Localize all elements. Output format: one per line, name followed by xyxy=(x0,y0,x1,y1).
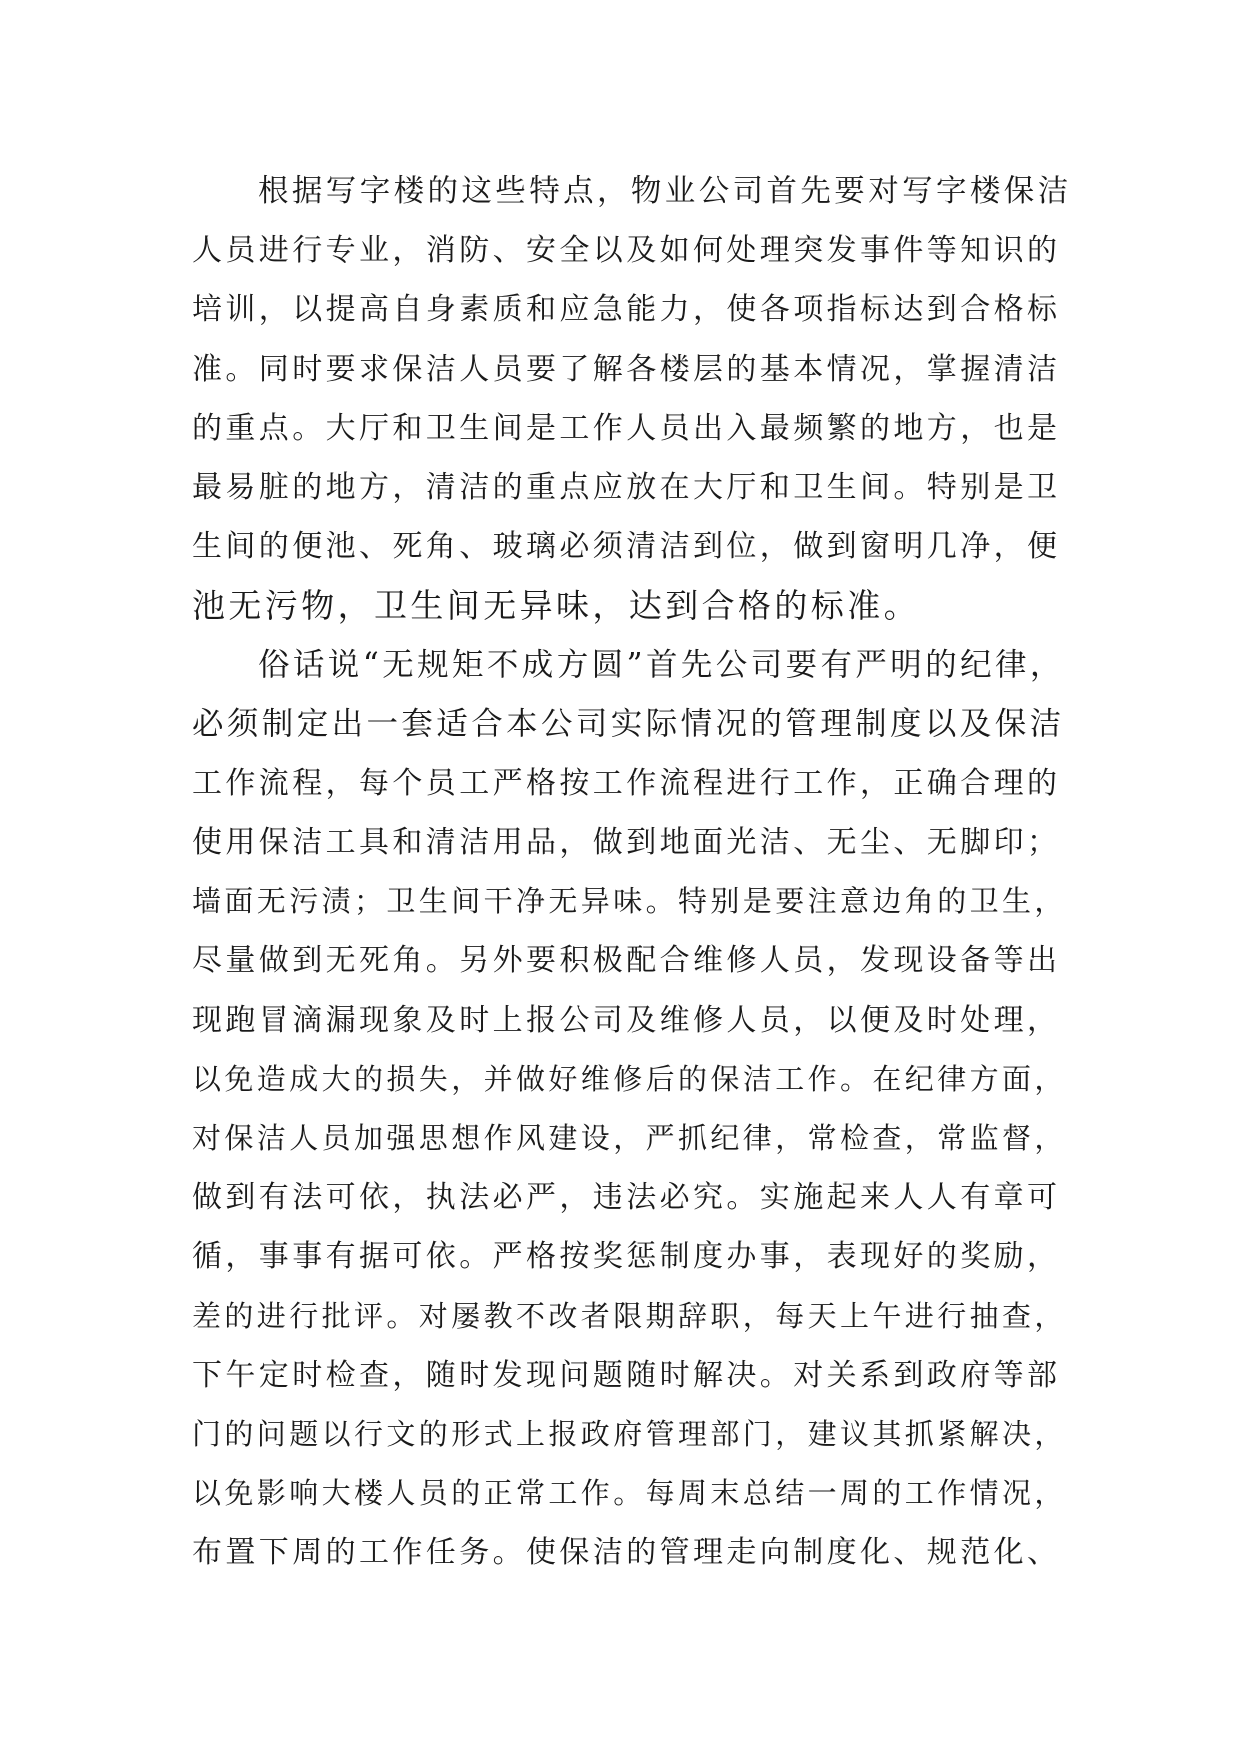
paragraph-2-line-7: 现跑冒滴漏现象及时上报公司及维修人员，以便及时处理， xyxy=(192,1002,1061,1038)
paragraph-2-line-5: 墙面无污渍；卫生间干净无异味。特别是要注意边角的卫生， xyxy=(192,884,1067,919)
paragraph-2-line-10: 做到有法可依，执法必严，违法必究。实施起来人人有章可 xyxy=(192,1180,1061,1216)
paragraph-2-line-16: 布置下周的工作任务。使保洁的管理走向制度化、规范化、 xyxy=(192,1535,1061,1571)
paragraph-2-line-8: 以免造成大的损失，并做好维修后的保洁工作。在纪律方面， xyxy=(192,1061,1067,1096)
paragraph-2-line-1: 俗话说“无规矩不成方圆”首先公司要有严明的纪律， xyxy=(258,646,1065,683)
paragraph-2-line-11: 循，事事有据可依。严格按奖惩制度办事，表现好的奖励， xyxy=(192,1239,1061,1275)
paragraph-1-line-3: 培训，以提高自身素质和应急能力，使各项指标达到合格标 xyxy=(192,292,1061,328)
paragraph-1-line-1: 根据写字楼的这些特点，物业公司首先要对写字楼保洁 xyxy=(258,174,1072,209)
paragraph-2-line-6: 尽量做到无死角。另外要积极配合维修人员，发现设备等出 xyxy=(192,943,1061,979)
paragraph-2-line-13: 下午定时检查，随时发现问题随时解决。对关系到政府等部 xyxy=(192,1357,1061,1393)
paragraph-2-line-9: 对保洁人员加强思想作风建设，严抓纪律，常检查，常监督， xyxy=(192,1121,1067,1155)
paragraph-1-line-4: 准。同时要求保洁人员要了解各楼层的基本情况，掌握清洁 xyxy=(192,351,1061,387)
paragraph-1-line-2: 人员进行专业，消防、安全以及如何处理突发事件等知识的 xyxy=(192,233,1061,269)
paragraph-1-line-8: 池无污物，卫生间无异味，达到合格的标准。 xyxy=(192,586,920,626)
paragraph-2-line-3: 工作流程，每个员工严格按工作流程进行工作，正确合理的 xyxy=(192,765,1061,801)
paragraph-1-line-7: 生间的便池、死角、玻璃必须清洁到位，做到窗明几净，便 xyxy=(192,529,1061,565)
paragraph-1-line-6: 最易脏的地方，清洁的重点应放在大厅和卫生间。特别是卫 xyxy=(192,469,1061,505)
document-body xyxy=(192,162,1072,1583)
paragraph-2-line-2: 必须制定出一套适合本公司实际情况的管理制度以及保洁 xyxy=(192,705,1065,742)
paragraph-2-line-12: 差的进行批评。对屡教不改者限期辞职，每天上午进行抽查， xyxy=(192,1298,1067,1333)
paragraph-2-line-4: 使用保洁工具和清洁用品，做到地面光洁、无尘、无脚印； xyxy=(192,825,1061,861)
paragraph-2-line-14: 门的问题以行文的形式上报政府管理部门，建议其抓紧解决， xyxy=(192,1416,1067,1451)
paragraph-2-line-15: 以免影响大楼人员的正常工作。每周末总结一周的工作情况， xyxy=(192,1476,1067,1511)
paragraph-1-line-5: 的重点。大厅和卫生间是工作人员出入最频繁的地方，也是 xyxy=(192,410,1061,446)
